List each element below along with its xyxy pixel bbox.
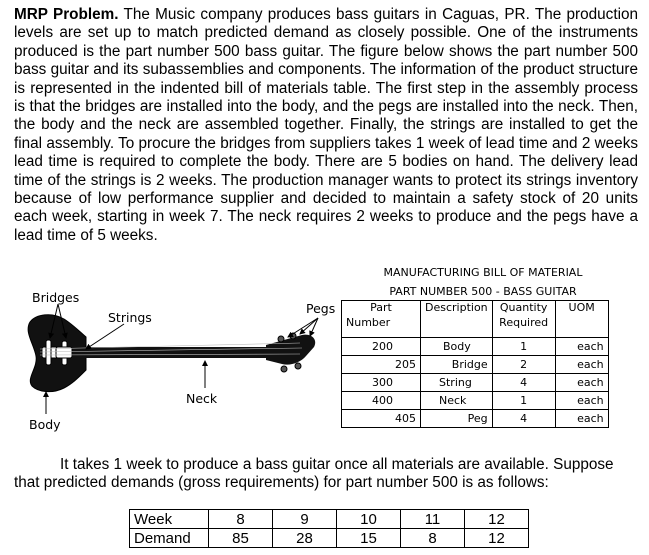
- bom-quantity: 1: [492, 392, 555, 410]
- bom-uom: each: [555, 410, 608, 428]
- demand-value-row: [130, 529, 529, 548]
- bom-header-quantity-line-1: Quantity: [499, 301, 548, 314]
- demand-intro: [14, 456, 638, 493]
- demand-intro-text: It takes 1 week to produce a bass guitar once all materials are available. Suppose that predicted demands (gross requirements) for part number 500 is as follows:: [14, 456, 614, 492]
- bom-header-uom: UOM: [555, 301, 608, 338]
- demand-cell: 15: [337, 529, 401, 548]
- label-neck: Neck: [186, 391, 218, 406]
- bom-quantity: 2: [492, 356, 555, 374]
- demand-week-row: [130, 510, 529, 529]
- week-row-label: Week: [130, 510, 209, 529]
- guitar-headstock-shape: [266, 335, 315, 365]
- bom-header-part-line-1: Part: [370, 301, 392, 314]
- label-bridges: Bridges: [32, 290, 80, 305]
- bom-header-quantity: [492, 301, 555, 338]
- bom-title-line-1: MANUFACTURING BILL OF MATERIAL: [383, 266, 583, 279]
- bom-quantity: 4: [492, 410, 555, 428]
- bom-header-part-line-2: Number: [346, 316, 391, 329]
- bom-description: String: [421, 374, 493, 392]
- bom-header-part: [342, 301, 421, 338]
- bom-description: Bridge: [421, 356, 493, 374]
- bass-guitar-figure: [0, 0, 345, 445]
- bom-row: [342, 392, 609, 410]
- bom-uom: each: [555, 374, 608, 392]
- bom-part-number: 405: [342, 410, 421, 428]
- demand-cell: 12: [465, 529, 529, 548]
- bom-uom: each: [555, 392, 608, 410]
- demand-cell: 28: [273, 529, 337, 548]
- demand-cell: 8: [401, 529, 465, 548]
- problem-text: The Music company produces bass guitars in Caguas, PR. The production levels are set up to match predicted demand as closely possible. One of the instruments produced is the part number 500 bass guitar. The figure below shows the part number 500 bass guitar and its subassemblies and components. The information of the product structure is represented in the indented bill of materials table. The first step in the assembly process is that the bridges are installed into the body, and the pegs are installed into the neck. Then, the body and the neck are assembled together. Finally, the strings are installed to get the final assembly. To procure the bridges from suppliers takes 1 week of lead time and 2 weeks lead time is required to complete the body. There are 5 bodies on hand. The delivery lead time of the strings is 2 weeks. The production manager wants to protect its strings inventory because of low performance supplier and decided to maintain a safety stock of 20 units each week, starting in week 7. The neck requires 2 weeks to produce and the pegs have a lead time of 5 weeks.: [14, 6, 638, 244]
- bom-part-number: 205: [342, 356, 421, 374]
- bom-quantity: 1: [492, 338, 555, 356]
- bom-part-number: 400: [342, 392, 421, 410]
- bom-header-row: [342, 301, 609, 338]
- problem-heading: MRP Problem.: [14, 6, 119, 23]
- week-cell: 10: [337, 510, 401, 529]
- label-body: Body: [29, 417, 61, 432]
- bom-header-description: Description: [421, 301, 493, 338]
- bom-uom: each: [555, 356, 608, 374]
- bill-of-materials-table: [341, 300, 609, 428]
- bom-title-line-2: PART NUMBER 500 - BASS GUITAR: [389, 285, 577, 298]
- bom-description: Neck: [421, 392, 493, 410]
- bom-description: Body: [421, 338, 493, 356]
- week-cell: 11: [401, 510, 465, 529]
- bom-row: [342, 410, 609, 428]
- demand-cell: 85: [209, 529, 273, 548]
- bom-quantity: 4: [492, 374, 555, 392]
- demand-table: [129, 509, 529, 548]
- label-pegs: Pegs: [306, 301, 336, 316]
- week-cell: 8: [209, 510, 273, 529]
- label-strings: Strings: [108, 310, 152, 325]
- bom-row: [342, 374, 609, 392]
- bom-uom: each: [555, 338, 608, 356]
- demand-row-label: Demand: [130, 529, 209, 548]
- bom-part-number: 300: [342, 374, 421, 392]
- bom-part-number: 200: [342, 338, 421, 356]
- bom-row: [342, 356, 609, 374]
- bom-description: Peg: [421, 410, 493, 428]
- week-cell: 12: [465, 510, 529, 529]
- bom-row: [342, 338, 609, 356]
- week-cell: 9: [273, 510, 337, 529]
- bom-header-quantity-line-2: Required: [499, 316, 549, 329]
